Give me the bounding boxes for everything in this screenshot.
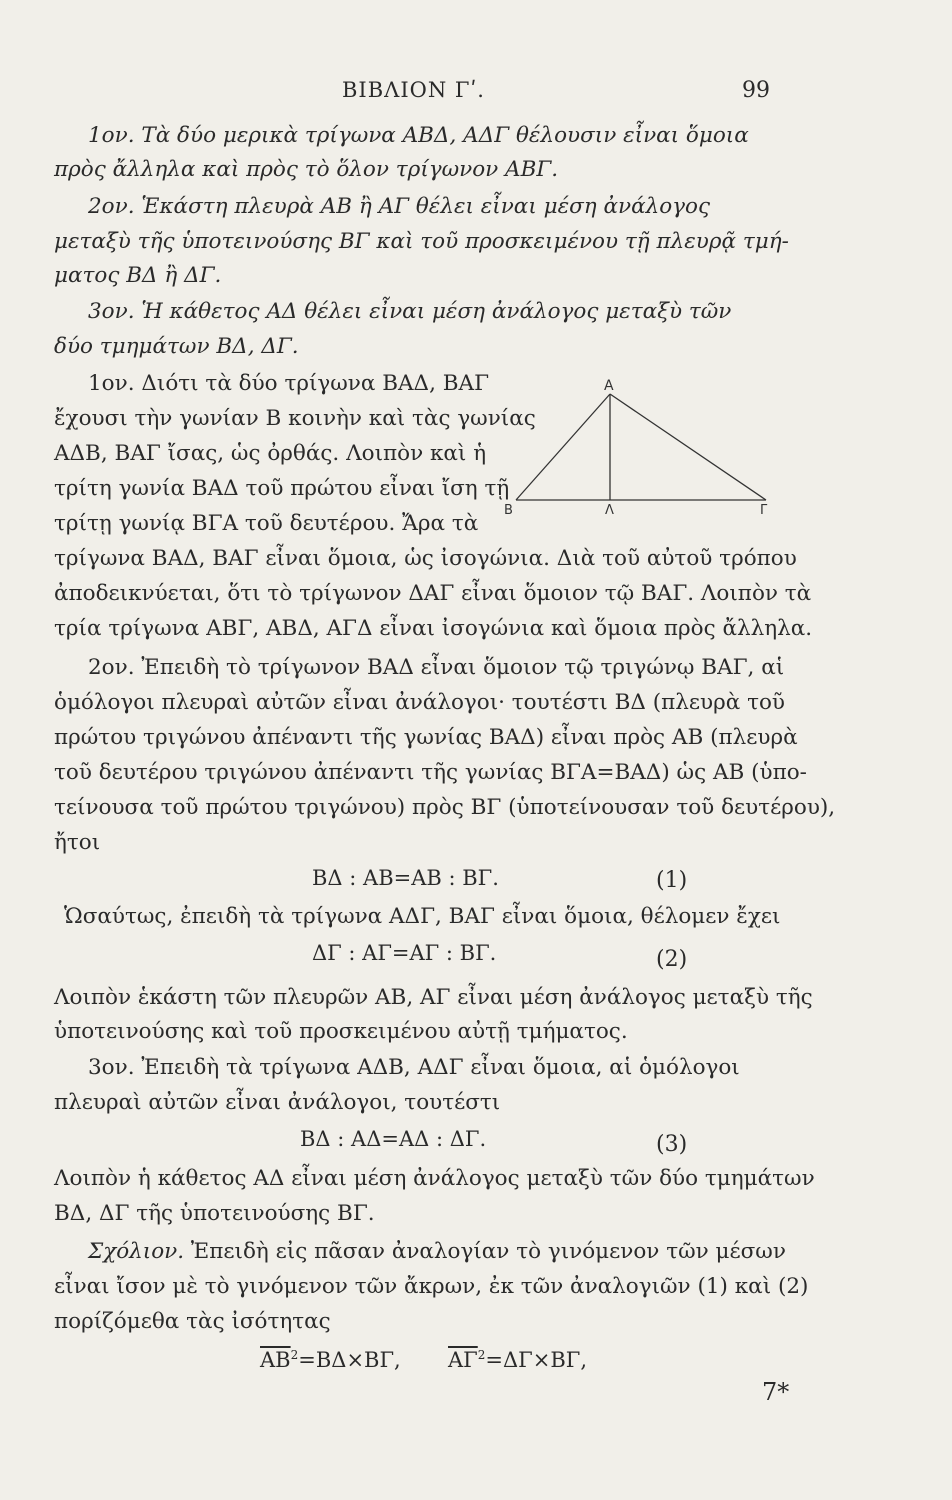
formula-ab-squared — [260, 1348, 401, 1372]
equation-1-number: (1) — [656, 868, 688, 893]
vertex-label-d: Λ — [605, 503, 614, 516]
formula-2-exponent: 2 — [477, 1348, 486, 1362]
formula-2-right: =ΔΓ×ΒΓ, — [485, 1348, 587, 1372]
proof2-line-3: πρώτου τριγώνου ἀπέναντι τῆς γωνίας ΒΑΔ) εἶναι πρὸς ΑΒ (πλευρὰ — [54, 725, 798, 750]
proof3-line-2: πλευραὶ αὐτῶν εἶναι ἀνάλογοι, τουτέστι — [54, 1090, 501, 1115]
scholion-label: Σχόλιον. — [88, 1239, 185, 1264]
formula-1-left: $\overline{AB}$ — [260, 1348, 291, 1372]
theorem-line-7: δύο τμημάτων ΒΔ, ΔΓ. — [54, 334, 299, 359]
proof1-line-1: 1ον. Διότι τὰ δύο τρίγωνα ΒΑΔ, ΒΑΓ — [88, 371, 489, 396]
proof3-line-1: 3ον. Ἐπειδὴ τὰ τρίγωνα ΑΔΒ, ΑΔΓ εἶναι ὅμοια, αἱ ὁμόλογοι — [88, 1055, 740, 1080]
equation-2-number: (2) — [656, 947, 688, 972]
scholion-line-3: πορίζόμεθα τὰς ἰσότητας — [54, 1309, 331, 1334]
side-ab — [516, 394, 610, 500]
signature-mark: 7* — [762, 1378, 790, 1406]
equation-3: ΒΔ : ΑΔ=ΑΔ : ΔΓ. — [300, 1127, 487, 1151]
proof2-line-7: Ὡσαύτως, ἐπειδὴ τὰ τρίγωνα ΑΔΓ, ΒΑΓ εἶναι ὅμοια, θέλομεν ἔχει — [64, 904, 781, 929]
theorem-line-4: μεταξὺ τῆς ὑποτεινούσης ΒΓ καὶ τοῦ προσκειμένου τῇ πλευρᾷ τμή- — [54, 229, 789, 254]
proof3-line-4: ΒΔ, ΔΓ τῆς ὑποτεινούσης ΒΓ. — [54, 1201, 375, 1226]
proof1-line-2: ἔχουσι τὴν γωνίαν Β κοινὴν καὶ τὰς γωνίας — [54, 406, 536, 431]
theorem-line-6: 3ον. Ἡ κάθετος ΑΔ θέλει εἶναι μέση ἀνάλογος μεταξὺ τῶν — [88, 299, 732, 324]
proof1-line-3: ΑΔΒ, ΒΑΓ ἴσας, ὡς ὀρθάς. Λοιπὸν καὶ ἡ — [54, 441, 487, 466]
proof2-line-2: ὁμόλογοι πλευραὶ αὐτῶν εἶναι ἀνάλογοι· τουτέστι ΒΔ (πλευρὰ τοῦ — [54, 690, 785, 715]
proof2-line-9: ὑποτεινούσης καὶ τοῦ προσκειμένου αὐτῇ τμήματος. — [54, 1019, 628, 1044]
proof1-line-4: τρίτη γωνία ΒΑΔ τοῦ πρώτου εἶναι ἴση τῇ — [54, 476, 510, 501]
proof1-line-6: τρίγωνα ΒΑΔ, ΒΑΓ εἶναι ὅμοια, ὡς ἰσογώνια. Διὰ τοῦ αὐτοῦ τρόπου — [54, 546, 797, 571]
vertex-label-g: Γ — [760, 503, 768, 516]
proof2-line-8: Λοιπὸν ἑκάστη τῶν πλευρῶν ΑΒ, ΑΓ εἶναι μέση ἀνάλογος μεταξὺ τῆς — [54, 985, 813, 1010]
proof2-line-1: 2ον. Ἐπειδὴ τὸ τρίγωνον ΒΑΔ εἶναι ὅμοιον τῷ τριγώνῳ ΒΑΓ, αἱ — [88, 655, 785, 680]
formula-1-exponent: 2 — [290, 1348, 299, 1362]
vertex-label-b: Β — [504, 503, 513, 516]
proof3-line-3: Λοιπὸν ἡ κάθετος ΑΔ εἶναι μέση ἀνάλογος μεταξὺ τῶν δύο τμημάτων — [54, 1166, 815, 1191]
equation-1: ΒΔ : ΑΒ=ΑΒ : ΒΓ. — [312, 866, 499, 890]
vertex-label-a: Α — [604, 378, 614, 394]
theorem-line-1: 1ον. Τὰ δύο μερικὰ τρίγωνα ΑΒΔ, ΑΔΓ θέλουσιν εἶναι ὅμοια — [88, 123, 749, 148]
formula-1-right: =ΒΔ×ΒΓ, — [298, 1348, 401, 1372]
equation-3-number: (3) — [656, 1132, 688, 1157]
formula-ag-squared — [448, 1348, 587, 1372]
scholion-text-1: Ἐπειδὴ εἰς πᾶσαν ἀναλογίαν τὸ γινόμενον τῶν μέσων — [190, 1239, 786, 1264]
equation-2: ΔΓ : ΑΓ=ΑΓ : ΒΓ. — [312, 941, 497, 965]
scholion-line-1 — [88, 1238, 900, 1266]
proof2-line-6: ἤτοι — [54, 830, 101, 855]
theorem-line-5: ματος ΒΔ ἢ ΔΓ. — [54, 263, 222, 288]
proof1-line-8: τρία τρίγωνα ΑΒΓ, ΑΒΔ, ΑΓΔ εἶναι ἰσογώνια καὶ ὅμοια πρὸς ἄλληλα. — [54, 616, 813, 641]
page-header — [0, 78, 952, 108]
theorem-line-2: πρὸς ἄλληλα καὶ πρὸς τὸ ὅλον τρίγωνον ΑΒΓ. — [54, 157, 559, 182]
theorem-line-3: 2ον. Ἑκάστη πλευρὰ ΑΒ ἢ ΑΓ θέλει εἶναι μέση ἀνάλογος — [88, 194, 711, 219]
side-ag — [610, 394, 766, 500]
proof1-line-7: ἀποδεικνύεται, ὅτι τὸ τρίγωνον ΔΑΓ εἶναι ὅμοιον τῷ ΒΑΓ. Λοιπὸν τὰ — [54, 581, 812, 606]
page-number: 99 — [742, 78, 770, 103]
proof2-line-5: τείνουσα τοῦ πρώτου τριγώνου) πρὸς ΒΓ (ὑποτείνουσαν τοῦ δευτέρου), — [54, 795, 836, 820]
proof1-line-5: τρίτῃ γωνίᾳ ΒΓΑ τοῦ δευτέρου. Ἄρα τὰ — [54, 511, 479, 536]
right-triangle-figure — [494, 376, 790, 516]
formula-2-left: $\overline{A\Gamma}$ — [448, 1348, 478, 1372]
scholion-line-2: εἶναι ἴσον μὲ τὸ γινόμενον τῶν ἄκρων, ἐκ τῶν ἀναλογιῶν (1) καὶ (2) — [54, 1274, 809, 1299]
proof2-line-4: τοῦ δευτέρου τριγώνου ἀπέναντι τῆς γωνίας ΒΓΑ=ΒΑΔ) ὡς ΑΒ (ὑπο- — [54, 760, 807, 785]
running-title: ΒΙΒΛΙΟΝ Γʹ. — [342, 78, 485, 102]
